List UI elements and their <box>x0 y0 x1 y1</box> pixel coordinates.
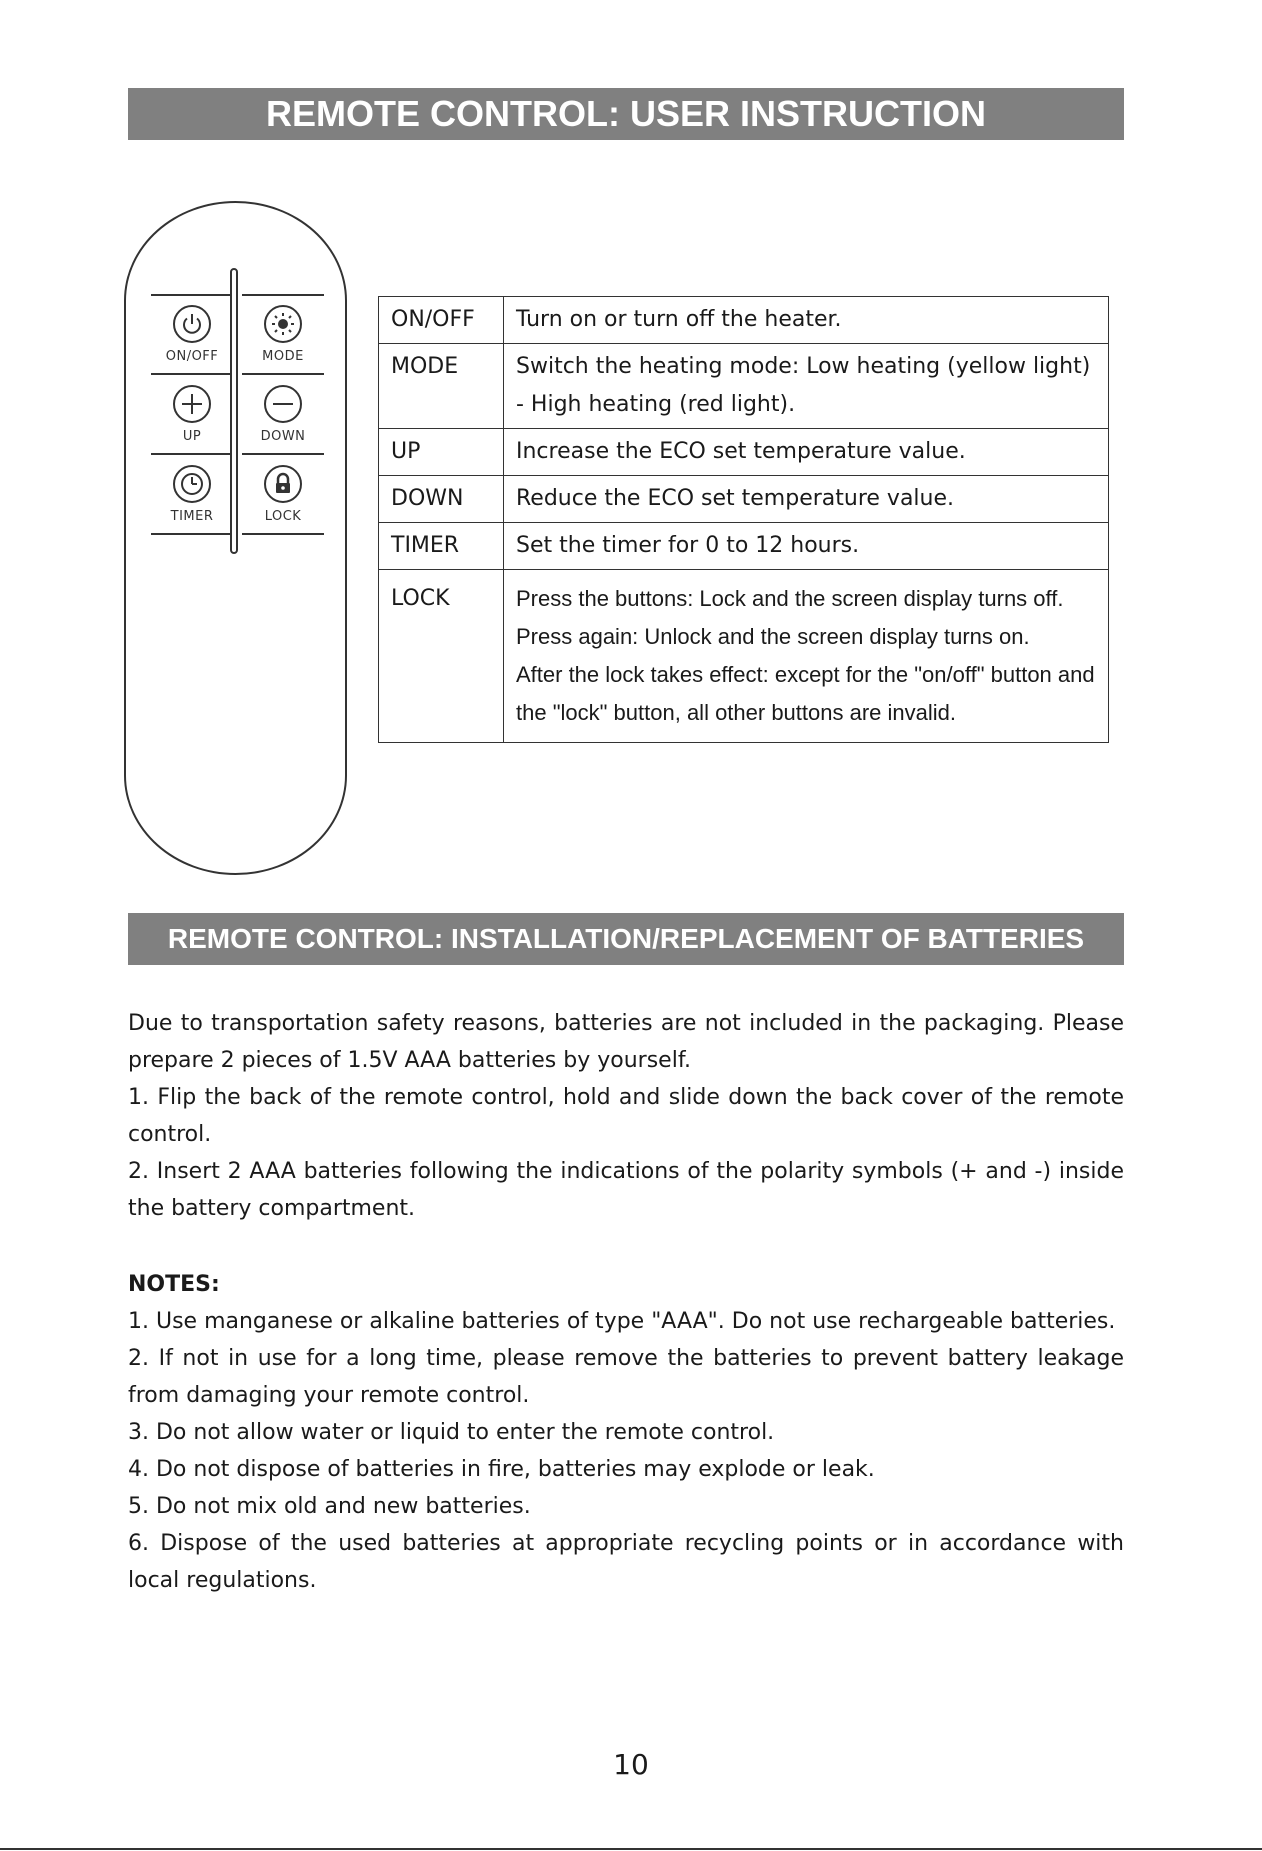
function-key: DOWN <box>379 476 504 523</box>
clock-icon <box>179 471 205 497</box>
note-item: 5. Do not mix old and new batteries. <box>128 1494 531 1519</box>
lock-description-line: Press the buttons: Lock and the screen display turns off. <box>516 586 1064 611</box>
table-row <box>379 523 1109 570</box>
table-row <box>379 476 1109 523</box>
note-item: 2. If not in use for a long time, please remove the batteries to prevent battery leakage from damaging your remote control. <box>128 1346 1124 1408</box>
minus-icon <box>271 392 295 416</box>
battery-step: 2. Insert 2 AAA batteries following the indications of the polarity symbols (+ and -) inside the battery compartment. <box>128 1159 1124 1221</box>
note-item: 1. Use manganese or alkaline batteries of type "AAA". Do not use rechargeable batteries. <box>128 1309 1116 1334</box>
remote-button-lock: LOCK <box>240 465 326 524</box>
function-description: Switch the heating mode: Low heating (yellow light) - High heating (red light). <box>504 344 1109 429</box>
remote-button-down: DOWN <box>240 385 326 444</box>
function-key: TIMER <box>379 523 504 570</box>
remote-button-timer: TIMER <box>149 465 235 524</box>
notes-section <box>128 1266 1124 1599</box>
section-title-batteries: REMOTE CONTROL: INSTALLATION/REPLACEMENT OF BATTERIES <box>128 913 1124 965</box>
function-table <box>378 296 1109 743</box>
lock-description-line: After the lock takes effect: except for the "on/off" button and the "lock" button, all other buttons are invalid. <box>516 662 1095 725</box>
note-item: 6. Dispose of the used batteries at appropriate recycling points or in accordance with local regulations. <box>128 1531 1124 1593</box>
note-item: 4. Do not dispose of batteries in fire, batteries may explode or leak. <box>128 1457 875 1482</box>
sun-icon <box>270 311 296 337</box>
function-description <box>504 570 1109 743</box>
function-description: Set the timer for 0 to 12 hours. <box>504 523 1109 570</box>
function-description: Reduce the ECO set temperature value. <box>504 476 1109 523</box>
function-key: LOCK <box>379 570 504 743</box>
lock-icon <box>271 472 295 496</box>
table-row <box>379 570 1109 743</box>
remote-control-illustration <box>124 201 347 875</box>
page-bottom-rule <box>0 1848 1262 1850</box>
battery-step: 1. Flip the back of the remote control, hold and slide down the back cover of the remote control. <box>128 1085 1124 1147</box>
remote-button-up: UP <box>149 385 235 444</box>
table-row <box>379 429 1109 476</box>
plus-icon <box>180 392 204 416</box>
battery-instructions <box>128 1005 1124 1227</box>
section-title-user-instruction: REMOTE CONTROL: USER INSTRUCTION <box>128 88 1124 140</box>
function-key: MODE <box>379 344 504 429</box>
function-description: Increase the ECO set temperature value. <box>504 429 1109 476</box>
remote-button-onoff: ON/OFF <box>149 305 235 364</box>
lock-description-line: Press again: Unlock and the screen display turns on. <box>516 624 1030 649</box>
remote-button-mode: MODE <box>240 305 326 364</box>
function-key: UP <box>379 429 504 476</box>
function-key: ON/OFF <box>379 297 504 344</box>
battery-intro: Due to transportation safety reasons, batteries are not included in the packaging. Please prepare 2 pieces of 1.5V AAA batteries by yourself. <box>128 1011 1124 1073</box>
notes-heading: NOTES: <box>128 1272 220 1297</box>
page-number: 10 <box>613 1748 649 1781</box>
table-row <box>379 344 1109 429</box>
note-item: 3. Do not allow water or liquid to enter the remote control. <box>128 1420 775 1445</box>
table-row <box>379 297 1109 344</box>
function-description: Turn on or turn off the heater. <box>504 297 1109 344</box>
power-icon <box>180 312 204 336</box>
